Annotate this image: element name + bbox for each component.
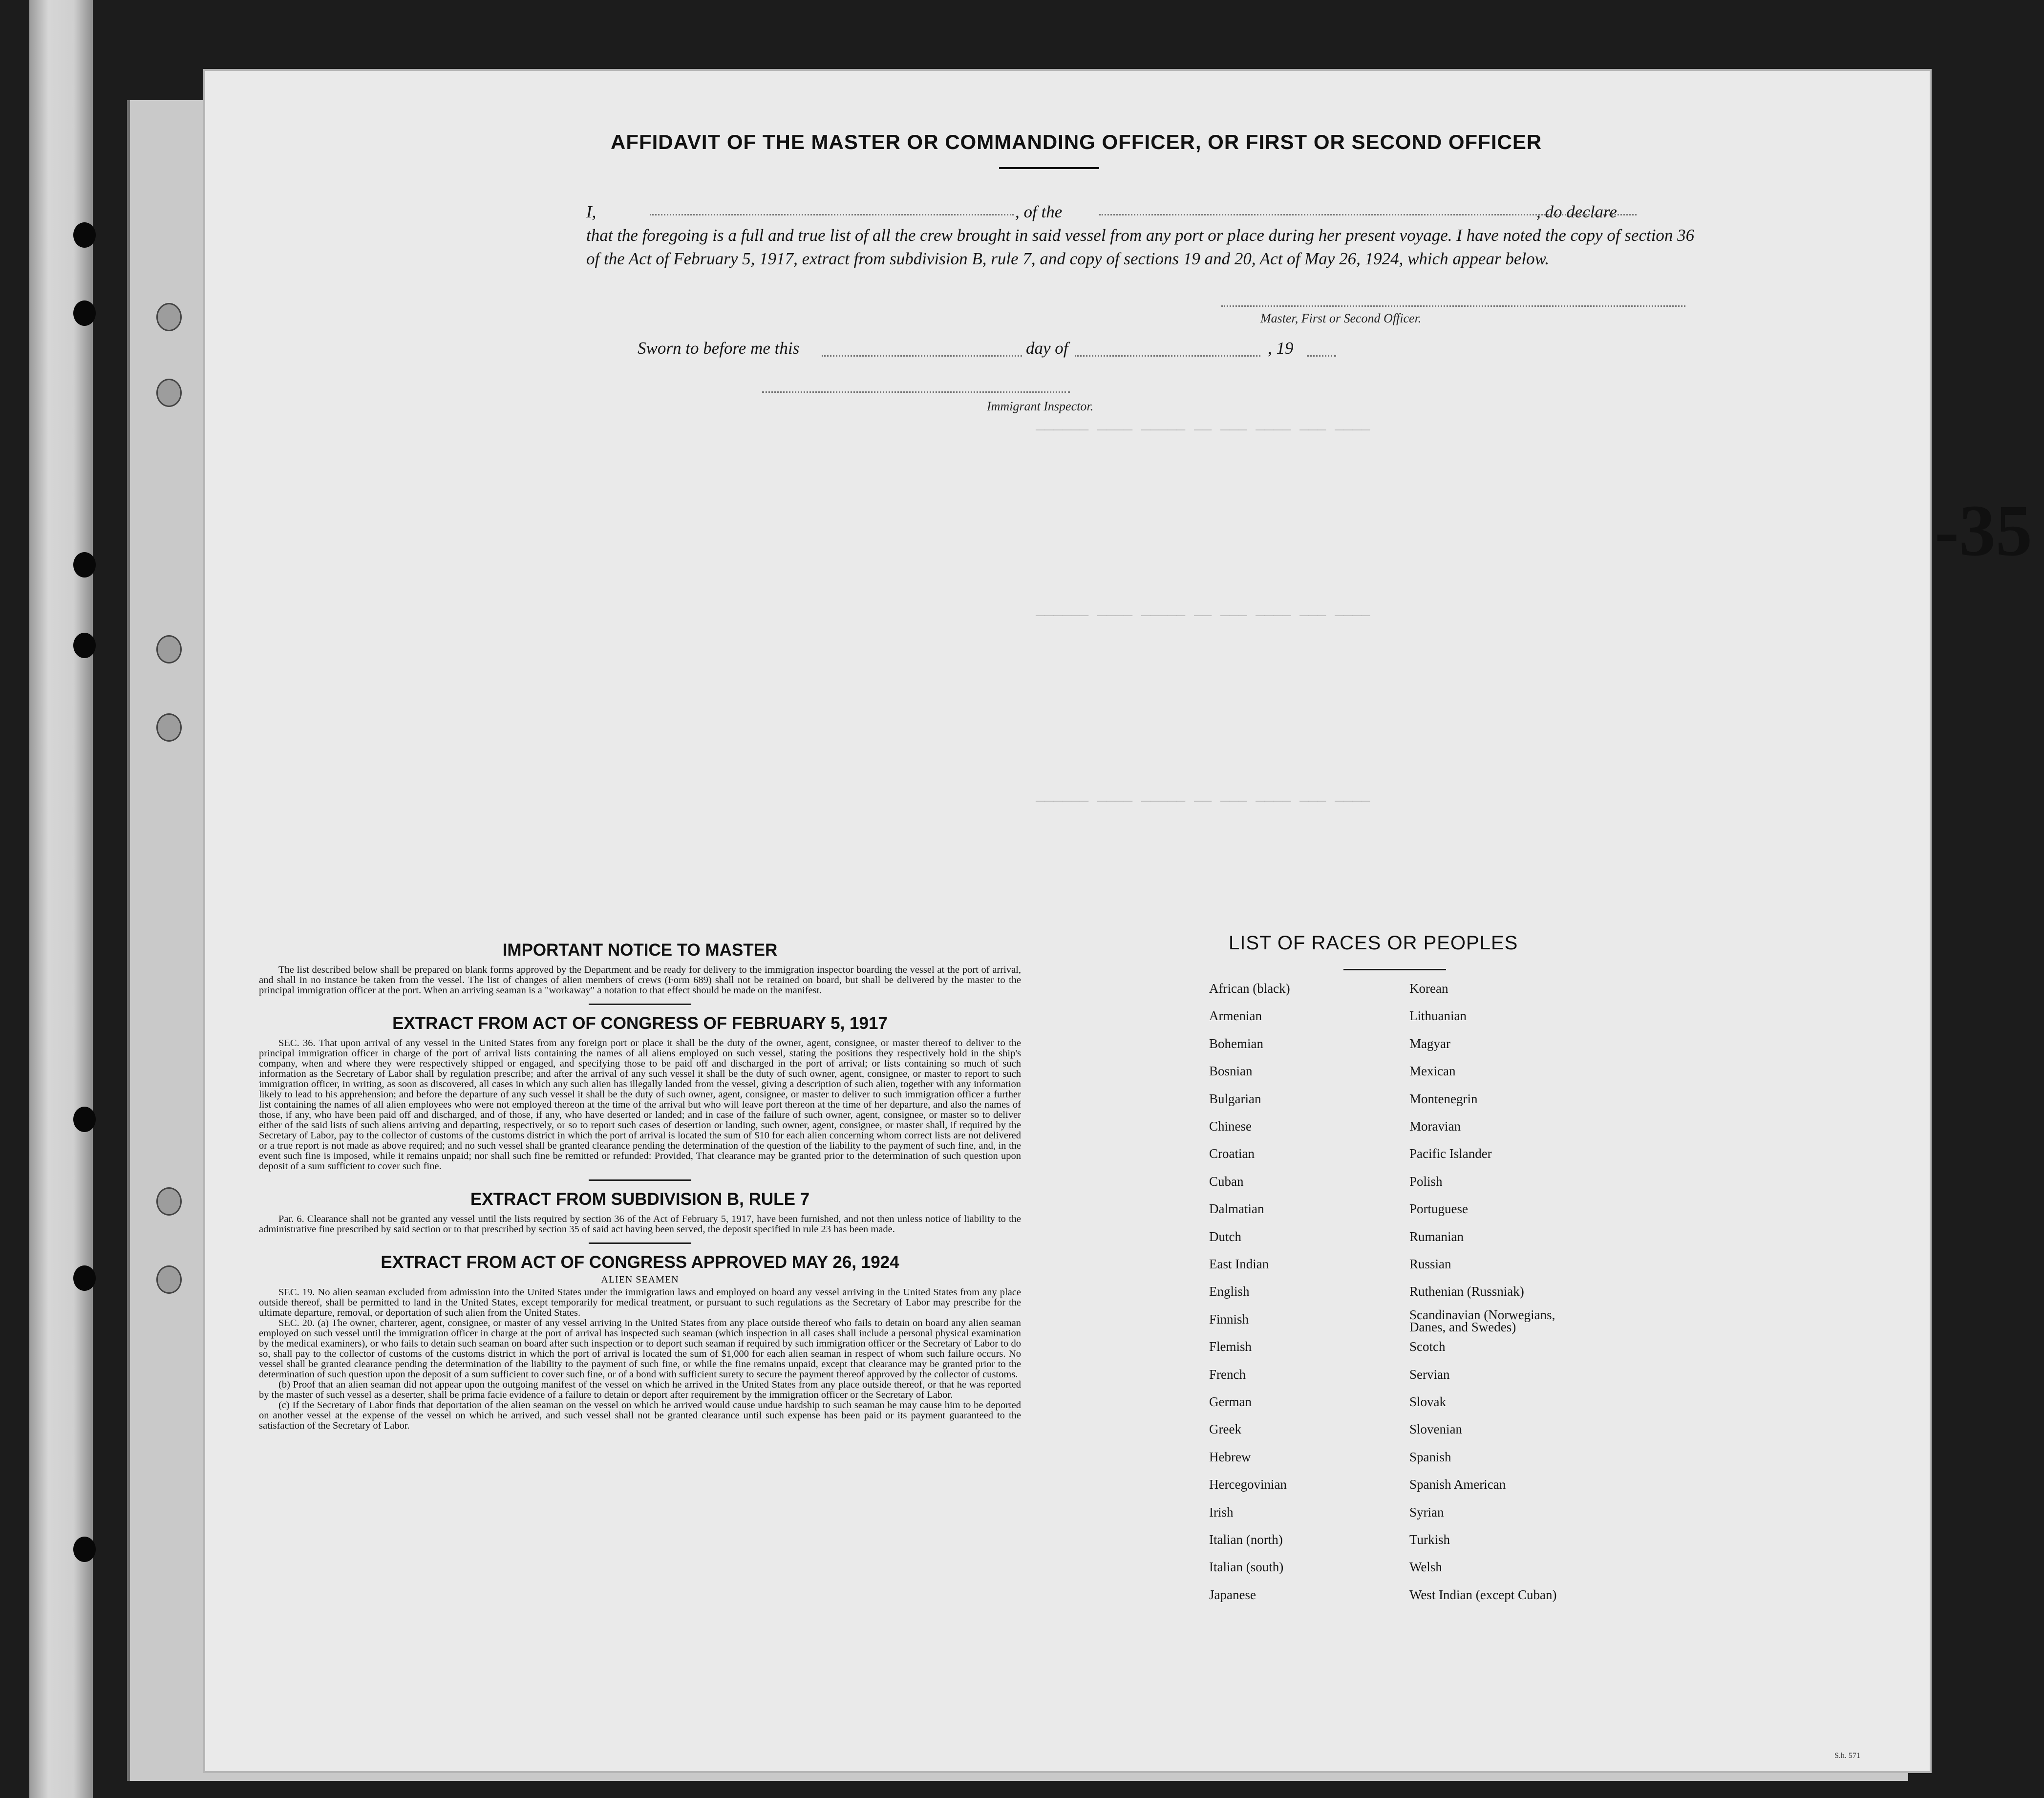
race-item: Russian xyxy=(1409,1257,1451,1271)
binder-hole xyxy=(73,1537,96,1562)
binder-hole xyxy=(73,633,96,658)
signature-label: Master, First or Second Officer. xyxy=(1260,311,1422,325)
declaration-i: I, xyxy=(586,202,596,221)
race-item: Greek xyxy=(1209,1422,1241,1437)
bleed-through-text: ────── ──── ───── ── ─── ──── ─── ──── xyxy=(1036,608,1370,625)
extract-1924-text xyxy=(259,1287,1021,1431)
race-item: African (black) xyxy=(1209,981,1290,996)
race-item: Turkish xyxy=(1409,1532,1450,1547)
race-item: Croatian xyxy=(1209,1146,1255,1161)
left-binding-strip xyxy=(29,0,93,1798)
binder-hole xyxy=(156,1187,182,1216)
race-item: Montenegrin xyxy=(1409,1091,1478,1106)
signature-blank xyxy=(1221,305,1685,307)
race-item: Italian (south) xyxy=(1209,1560,1284,1575)
declaration-line xyxy=(586,200,1700,224)
race-item: Mexican xyxy=(1409,1064,1456,1079)
race-item: Italian (north) xyxy=(1209,1532,1283,1547)
alien-seamen-subheading: ALIEN SEAMEN xyxy=(601,1274,679,1285)
race-item: Scotch xyxy=(1409,1339,1446,1354)
binder-hole xyxy=(73,1265,96,1291)
race-item: Chinese xyxy=(1209,1119,1252,1134)
sec20c-text: (c) If the Secretary of Labor finds that deportation of the alien seaman on the vessel on which he arrived would cause undue hardship to such seaman he may cause him to be deported on another vessel at the expense of the vessel on which he arrived, and such vessel shall not be granted clearance until such expense has been paid or its payment guaranteed to the satisfaction of the Secretary of Labor. xyxy=(259,1400,1021,1431)
race-item: Rumanian xyxy=(1409,1229,1464,1244)
races-rule xyxy=(1343,969,1446,970)
sec20b-text: (b) Proof that an alien seaman did not appear upon the outgoing manifest of the vessel on which he arrived in the United States from any place outside thereof, or that he was reported by the master of such vessel as a deserter, shall be prima facie evidence of a failure to detain or deport after requirement by the immigration officer or the Secretary of Labor. xyxy=(259,1379,1021,1400)
sworn-year-blank xyxy=(1307,355,1336,357)
sworn-prefix: Sworn to before me this xyxy=(638,339,800,358)
race-item: Dutch xyxy=(1209,1229,1241,1244)
race-item: Portuguese xyxy=(1409,1201,1468,1217)
notices-column xyxy=(259,941,1021,1431)
sworn-month-blank xyxy=(1075,355,1260,357)
race-item: Bohemian xyxy=(1209,1036,1263,1051)
race-item: Scandinavian (Norwegians, Danes, and Swedes) xyxy=(1409,1307,1555,1334)
race-item: East Indian xyxy=(1209,1257,1269,1271)
race-item: Servian xyxy=(1409,1367,1450,1382)
race-item: German xyxy=(1209,1394,1252,1409)
binder-hole xyxy=(156,303,182,331)
race-item: Flemish xyxy=(1209,1339,1252,1354)
race-item: Slovenian xyxy=(1409,1422,1462,1437)
inspector-label: Immigrant Inspector. xyxy=(987,399,1094,413)
race-item: Pacific Islander xyxy=(1409,1146,1492,1161)
form-code: S.h. 571 xyxy=(1834,1752,1860,1760)
race-item: Spanish American xyxy=(1409,1477,1506,1492)
sec19-text: SEC. 19. No alien seaman excluded from admission into the United States under the immigration laws and employed on board any vessel arriving in the United States from any place outside thereof, shall be permitted to land in the United States, except temporarily for medical treatment, or pursuant to such regulations as the Secretary of Labor may prescribe for the ultimate departure, removal, or deportation of such alien from the United States. xyxy=(259,1287,1021,1318)
extract-1924-heading: EXTRACT FROM ACT OF CONGRESS APPROVED MAY 26, 1924 xyxy=(381,1253,899,1272)
binder-hole xyxy=(156,713,182,742)
rule7-text: Par. 6. Clearance shall not be granted any vessel until the lists required by section 36 of the Act of February 5, 1917, have been furnished, and not then unless notice of liability to the administrative fine prescribed by said section or to that prescribed by section 35 of said act having been served, the deposit specified in rule 23 has been made. xyxy=(259,1214,1021,1235)
race-item: West Indian (except Cuban) xyxy=(1409,1587,1557,1602)
race-item: Bulgarian xyxy=(1209,1091,1261,1106)
race-item: Hebrew xyxy=(1209,1449,1251,1464)
affidavit-text xyxy=(586,200,1700,271)
notice-text: The list described below shall be prepared on blank forms approved by the Department and be ready for delivery to the immigration inspector boarding the vessel at the port of arrival, and shall in no instance be taken from the vessel. The list of changes of alien members of crews (Form 689) shall not be retained on board, but shall be delivered by the master to the principal immigration officer at the port. When an arriving seaman is a "workaway" a notation to that effect should be made on the manifest. xyxy=(259,964,1021,996)
declaration-end: , do declare xyxy=(1536,202,1617,221)
declaration-of: , of the xyxy=(1015,202,1063,221)
race-item: Moravian xyxy=(1409,1119,1461,1134)
sworn-day-blank xyxy=(822,355,1022,357)
race-item: Japanese xyxy=(1209,1587,1256,1602)
inspector-signature-blank xyxy=(762,391,1070,393)
separator xyxy=(589,1004,691,1005)
bleed-through-text: ────── ──── ───── ── ─── ──── ─── ──── xyxy=(1036,423,1370,439)
binder-hole xyxy=(156,635,182,664)
race-item: Lithuanian xyxy=(1409,1008,1467,1024)
binder-hole xyxy=(156,379,182,407)
race-item: Spanish xyxy=(1409,1449,1451,1464)
race-item: Irish xyxy=(1209,1504,1234,1520)
binder-hole xyxy=(156,1265,182,1294)
affidavit-sheet xyxy=(205,71,1930,1771)
extract-1917-heading: EXTRACT FROM ACT OF CONGRESS OF FEBRUARY 5, 1917 xyxy=(392,1014,888,1033)
declaration-body: that the foregoing is a full and true list of all the crew brought in said vessel from any port or place during her present voyage. I have noted the copy of section 36 of the Act of February 5, 1917, extract from subdivision B, rule 7, and copy of sections 19 and 20, Act of May 26, 1924, which appear below. xyxy=(586,226,1695,268)
sworn-year: , 19 xyxy=(1268,339,1294,358)
notice-heading: IMPORTANT NOTICE TO MASTER xyxy=(502,941,778,960)
race-item: Armenian xyxy=(1209,1008,1262,1024)
sec20a-text: SEC. 20. (a) The owner, charterer, agent, consignee, or master of any vessel arriving in the United States from any place outside thereof who fails to detain on board any alien seaman employed on such vessel until the immigration officer in charge at the port of arrival has inspected such seaman (which inspection in all cases shall include a personal physical examination by the medical examiners), or who fails to detain such seaman on board after such inspection or to deport such seaman if required by such immigration officer or the Secretary of Labor to do so, shall pay to the collector of customs of the customs district in which the port of arrival is located the sum of $1,000 for each alien seaman in respect of whom such failure occurs. No vessel shall be granted clearance pending the determination of the liability to the payment of such fine, or while the fine remains unpaid, except that clearance may be granted prior to the determination of such question upon the deposit of a sum sufficient to cover such fine, or of a bond with sufficient surety to secure the payment thereof approved by the collector of customs. xyxy=(259,1318,1021,1380)
separator xyxy=(589,1242,691,1244)
race-item: Dalmatian xyxy=(1209,1201,1264,1217)
separator xyxy=(589,1179,691,1181)
race-item: Finnish xyxy=(1209,1311,1249,1327)
sworn-day-of: day of xyxy=(1026,339,1068,358)
race-item: Ruthenian (Russniak) xyxy=(1409,1284,1524,1299)
race-item: Bosnian xyxy=(1209,1064,1253,1079)
bleed-through-text: ────── ──── ───── ── ─── ──── ─── ──── xyxy=(1036,794,1370,811)
race-item: French xyxy=(1209,1367,1246,1382)
race-item: Syrian xyxy=(1409,1504,1444,1520)
handwritten-number: -35 xyxy=(1935,490,2032,571)
binder-hole xyxy=(73,552,96,578)
rule7-heading: EXTRACT FROM SUBDIVISION B, RULE 7 xyxy=(470,1190,810,1209)
vessel-blank xyxy=(1099,214,1637,215)
races-heading: LIST OF RACES OR PEOPLES xyxy=(1229,932,1518,954)
affidavit-title: AFFIDAVIT OF THE MASTER OR COMMANDING OFFICER, OR FIRST OR SECOND OFFICER xyxy=(611,130,1542,153)
race-item: English xyxy=(1209,1284,1250,1299)
race-item: Magyar xyxy=(1409,1036,1450,1051)
race-item: Slovak xyxy=(1409,1394,1447,1409)
race-item: Welsh xyxy=(1409,1560,1442,1575)
title-rule xyxy=(999,167,1099,169)
race-item: Polish xyxy=(1409,1174,1443,1189)
race-item: Hercegovinian xyxy=(1209,1477,1287,1492)
binder-hole xyxy=(73,222,96,248)
binder-hole xyxy=(73,1107,96,1132)
race-item: Korean xyxy=(1409,981,1448,996)
race-item: Cuban xyxy=(1209,1174,1244,1189)
name-blank xyxy=(650,214,1014,215)
extract-1917-text: SEC. 36. That upon arrival of any vessel in the United States from any foreign port or place it shall be the duty of the owner, agent, consignee, or master thereof to deliver to the principal immigration officer in charge of the port of arrival lists containing the names of all aliens employed on such vessel, stating the positions they respectively hold in the ship's company, when and where they were respectively shipped or engaged, and specifying those to be paid off and discharged in the port of arrival; or lists containing so much of such information as the Secretary of Labor shall by regulation prescribe; and after the arrival of any such vessel it shall be the duty of such owner, agent, consignee, or master to report to such immigration officer, in writing, as soon as discovered, all cases in which any such alien has illegally landed from the vessel, giving a description of such alien, together with any information likely to lead to his apprehension; and before the departure of any such vessel it shall be the duty of such owner, agent, consignee, or master to deliver to such immigration officer a further list containing the names of all alien employees who were not employed thereon at the time of the arrival but who will leave port thereon at the time of her departure, and also the names of those, if any, who have been paid off and discharged, and of those, if any, who have deserted or landed; and in case of the failure of such owner, agent, consignee, or master so to deliver either of the said lists of such aliens arriving and departing, respectively, or so to report such cases of desertion or landing, such owner, agent, consignee, or master shall, if required by the Secretary of Labor, pay to the collector of customs of the customs district in which the port of arrival is located the sum of $10 for each alien concerning whom correct lists are not delivered or a true report is not made as above required; and no such vessel shall be granted clearance pending the determination of the question of the liability to the payment of such fine, and, in the event such fine is imposed, while it remains unpaid; nor shall such fine be remitted or refunded: Provided, That clearance may be granted prior to the determination of such question upon deposit of a sum sufficient to cover such fine. xyxy=(259,1038,1021,1172)
binder-hole xyxy=(73,300,96,326)
